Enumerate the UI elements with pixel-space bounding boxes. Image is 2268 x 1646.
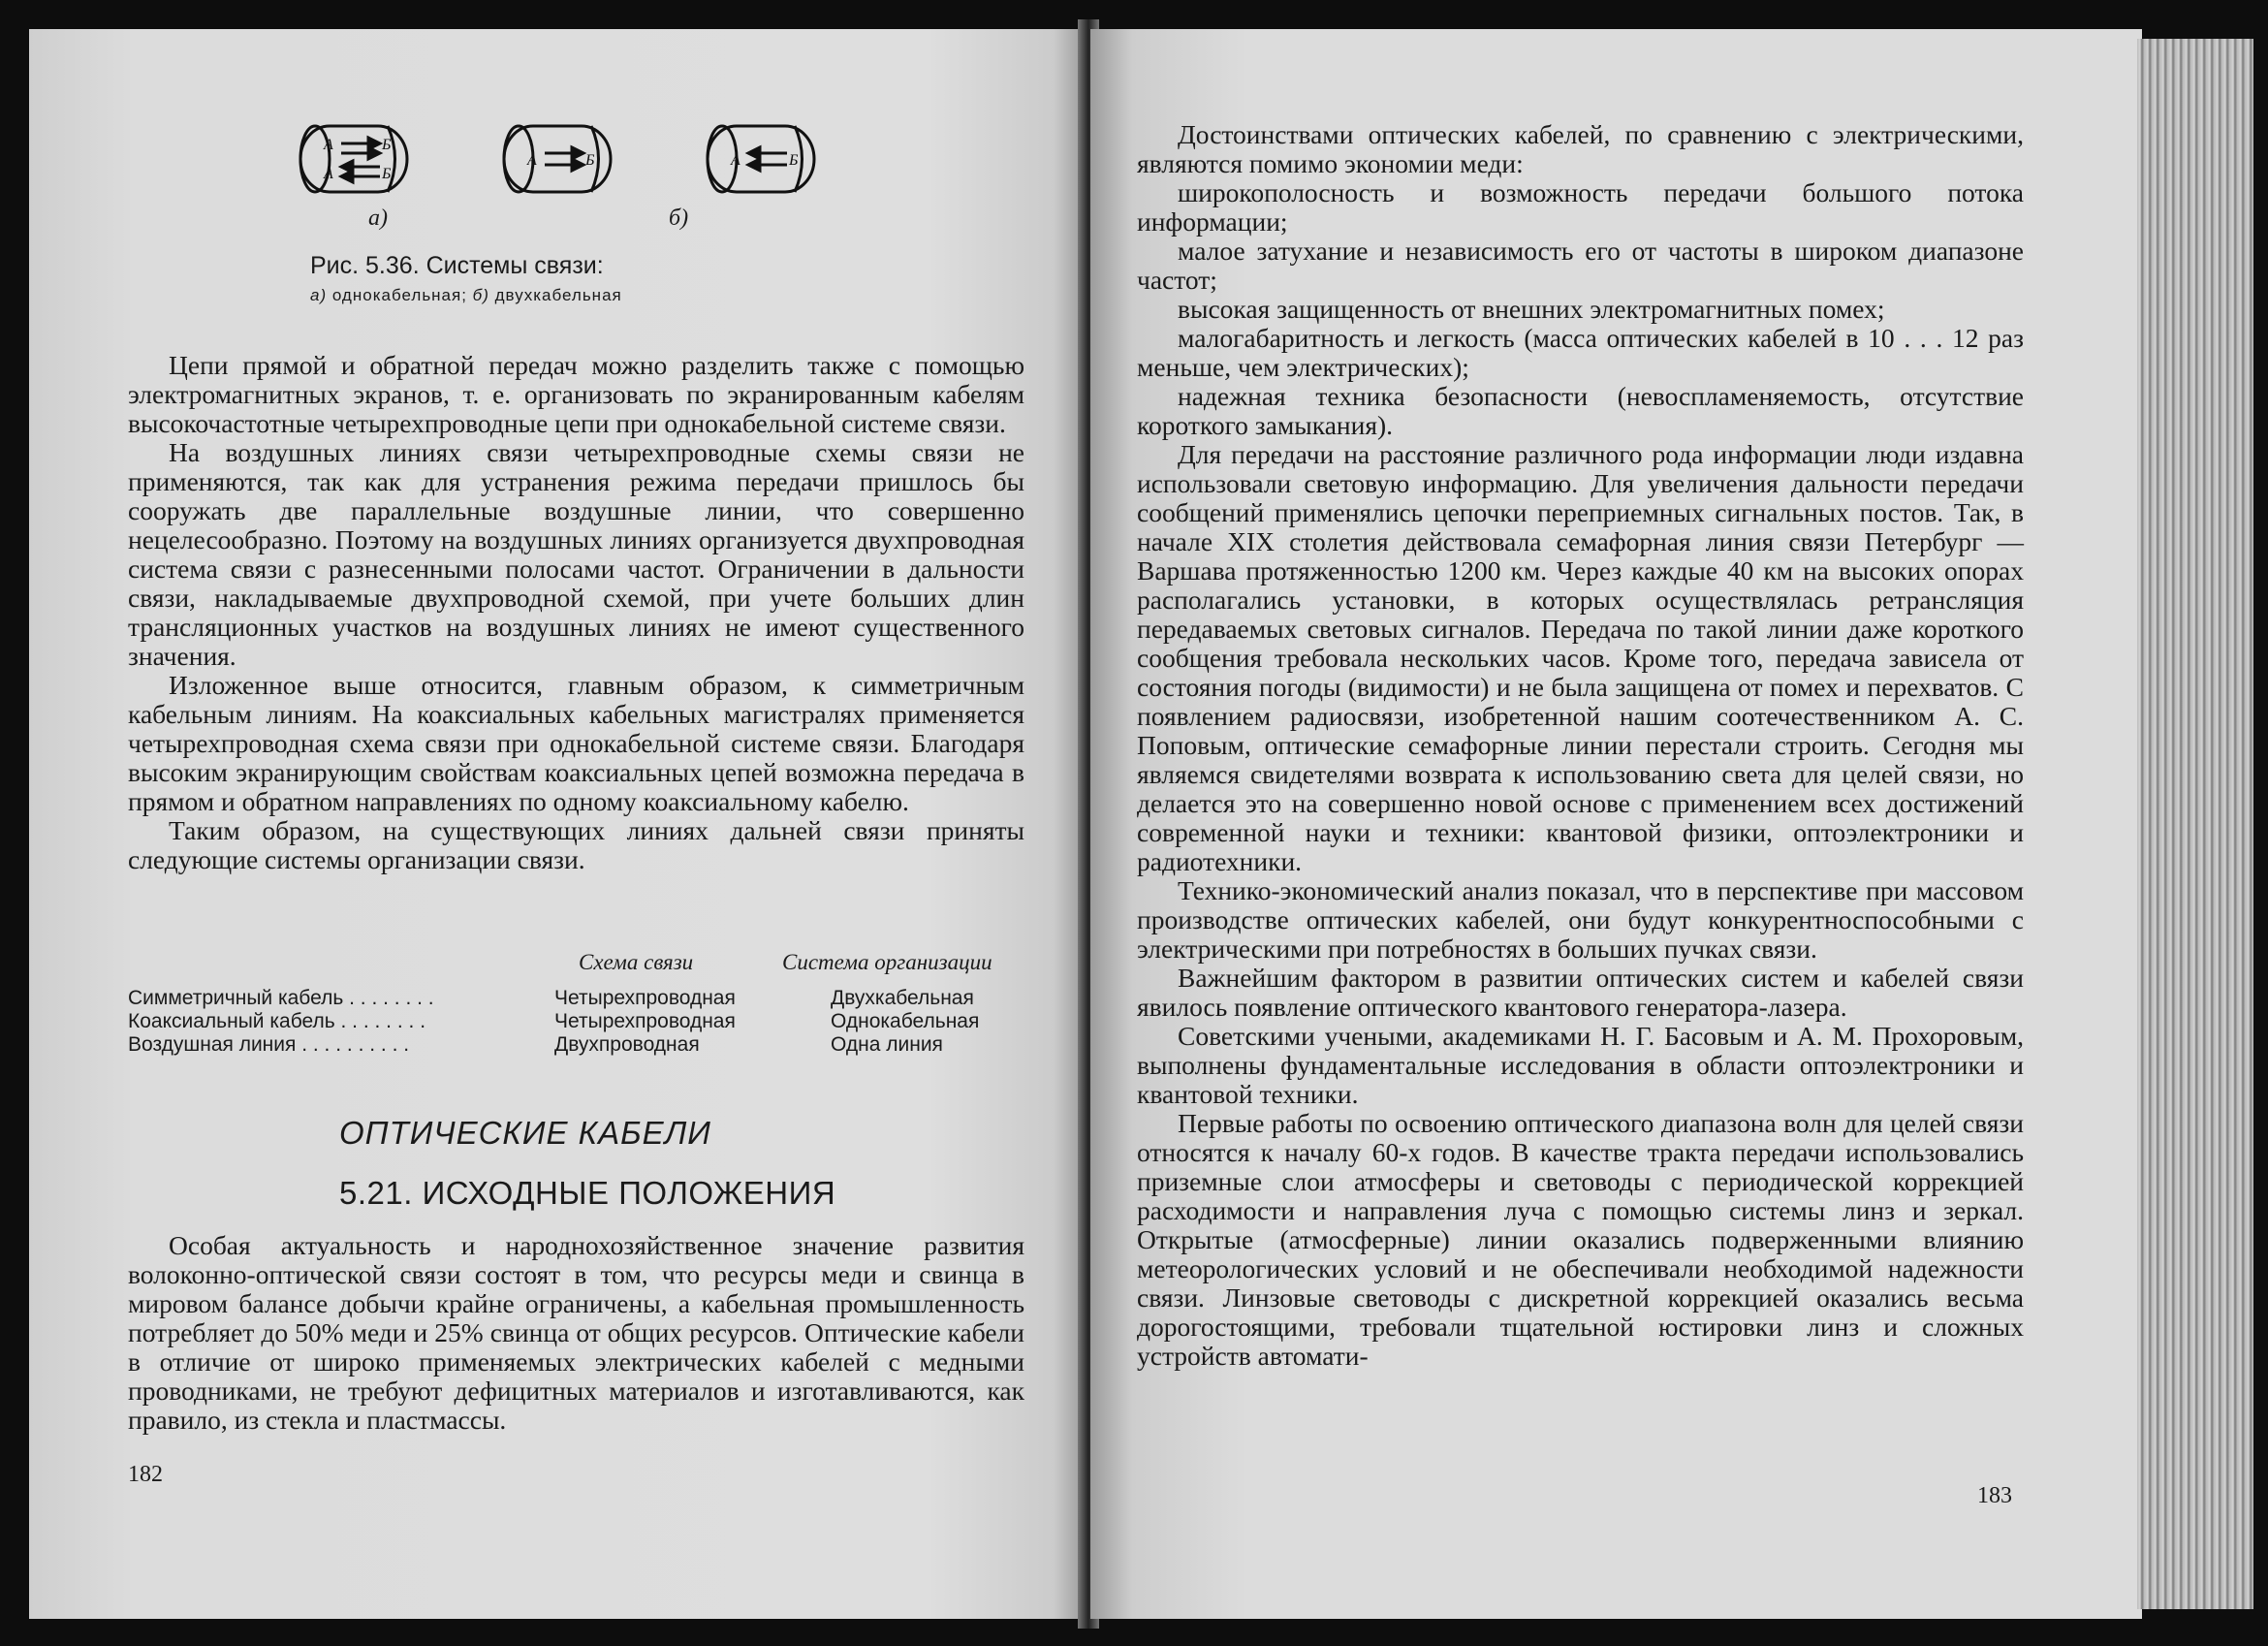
advantage-item: малое затухание и независимость его от частоты в широком диапазоне частот;	[1137, 236, 2024, 295]
svg-text:А: А	[527, 152, 537, 169]
table-row	[128, 987, 1029, 1010]
left-paragraph-2: На воздушных линиях связи четырехпроводные схемы связи не применяются, так как для устранения режима передачи пришлось бы сооружать две параллельные воздушные линии, что совершенно нецелесообразно. Поэтому на воздушных линиях организуется двухпроводная система связи с разнесенными полосами частот. Ограничении в дальности связи, накладываемые двухпроводной схемой, при учете больших длин трансляционных участков на воздушных линиях не имеют существенного значения.	[128, 437, 1024, 671]
figure-label-a: а)	[368, 206, 388, 231]
table-header-scheme: Схема связи	[579, 950, 694, 974]
left-paragraph-final: Особая актуальность и народнохозяйственное значение развития волоконно-оптической связи состоят в том, что ресурсы меди и свинца в мировом балансе добычи крайне ограничены, а кабельная промышленность потребляет до 50% меди и 25% свинца от общих ресурсов. Оптические кабели в отличие от широко применяемых электрических кабелей с медными проводниками, не требуют дефицитных материалов и изготавливаются, как правило, из стекла и пластмассы.	[128, 1230, 1024, 1435]
table-cell-scheme: Четырехпроводная	[554, 987, 736, 1009]
table-cell-scheme: Четырехпроводная	[554, 1010, 736, 1032]
right-paragraph-2: Технико-экономический анализ показал, что в перспективе при массовом производстве оптических кабелей, они будут конкурентноспособными с электрическими при потребностях в больших пучках связи.	[1137, 875, 2024, 964]
page-edges	[2137, 39, 2253, 1609]
figure-caption: Рис. 5.36. Системы связи:	[310, 252, 604, 279]
caption-sub-b: б)	[472, 286, 489, 304]
right-paragraph-3: Важнейшим фактором в развитии оптических систем и кабелей связи явилось появление оптического квантового генератора-лазера.	[1137, 963, 2024, 1022]
svg-text:Б: Б	[585, 152, 595, 169]
figure-5-36	[262, 97, 940, 310]
table-cell-system: Одна линия	[831, 1033, 943, 1056]
communication-systems-diagram	[262, 97, 863, 223]
table-row	[128, 1010, 1029, 1033]
right-paragraph-1: Для передачи на расстояние различного рода информации люди издавна использовали световую информацию. Для увеличения дальности передачи сообщений применялись цепочки переприемных сигнальных постов. Так, в начале XIX столетия действовала семафорная линия связи Петербург — Варшава протяженностью 1200 км. Через каждые 40 км на высоких опорах располагались установки, в которых осуществлялась ретрансляция передаваемых световых сигналов. Передача по такой линии даже короткого сообщения требовала нескольких часов. Кроме того, передача зависела от состояния погоды (видимости) и не была защищена от помех и перехватов. С появлением радиосвязи, изобретенной нашим соотечественником А. С. Поповым, оптические семафорные линии перестали строить. Сегодня мы являемся свидетелями возврата к использованию света для целей связи, но делается это на совершенно новой основе с применением всех достижений современной науки и техники: квантовой физики, оптоэлектроники и радиотехники.	[1137, 439, 2024, 876]
subsection-title: 5.21. ИСХОДНЫЕ ПОЛОЖЕНИЯ	[339, 1175, 836, 1211]
advantage-item: надежная техника безопасности (невоспламеняемость, отсутствие короткого замыкания).	[1137, 381, 2024, 440]
left-paragraph-1: Цепи прямой и обратной передач можно разделить также с помощью электромагнитных экранов, т. е. организовать по экранированным кабелям высокочастотные четырехпроводные цепи при однокабельной системе связи.	[128, 350, 1024, 438]
right-paragraph-5: Первые работы по освоению оптического диапазона волн для целей связи относятся к началу 60-х годов. В качестве тракта передачи использовались приземные слои атмосферы и световоды с периодической коррекцией расходимости и направления луча с помощью системы линз и зеркал. Открытые (атмосферные) линии оказались подверженными влиянию метеорологических условий и не обеспечивали необходимой надежности связи. Линзовые световоды с дискретной коррекцией оказались весьма дорогостоящими, требовали тщательной юстировки линз и сложных устройств автомати-	[1137, 1108, 2024, 1371]
svg-text:А: А	[324, 137, 333, 153]
table-cell-system: Двухкабельная	[831, 987, 974, 1009]
section-title: ОПТИЧЕСКИЕ КАБЕЛИ	[339, 1115, 711, 1151]
table-row	[128, 1033, 1029, 1057]
figure-caption-sub	[310, 286, 622, 305]
table-cell-system: Однокабельная	[831, 1010, 980, 1032]
right-body-text	[1137, 120, 2024, 1371]
left-paragraph-3: Изложенное выше относится, главным образом, к симметричным кабельным линиям. На коаксиальных кабельных магистралях применяется четырехпроводная схема связи при однокабельной системе связи. Благодаря высоким экранирующим свойствам коаксиальных цепей возможна передача в прямом и обратном направлениях по одному коаксиальному кабелю.	[128, 670, 1024, 816]
caption-sub-b-text: двухкабельная	[488, 286, 622, 304]
table-cell-name: Коаксиальный кабель . . . . . . . .	[128, 1010, 426, 1032]
page-number-left: 182	[128, 1462, 163, 1487]
caption-sub-a: а)	[310, 286, 328, 304]
table-cell-name: Воздушная линия . . . . . . . . . .	[128, 1033, 410, 1056]
right-intro: Достоинствами оптических кабелей, по сравнению с электрическими, являются помимо экономии меди:	[1137, 119, 2024, 178]
table-cell-name: Симметричный кабель . . . . . . . .	[128, 987, 434, 1009]
svg-text:А: А	[324, 166, 333, 182]
left-paragraph-4: Таким образом, на существующих линиях дальней связи приняты следующие системы организации связи.	[128, 815, 1024, 874]
caption-sub-a-text: однокабельная;	[327, 286, 473, 304]
table-cell-scheme: Двухпроводная	[554, 1033, 700, 1056]
table-header-system: Система организации	[782, 950, 992, 974]
figure-label-b: б)	[669, 206, 689, 231]
right-paragraph-4: Советскими учеными, академиками Н. Г. Басовым и А. М. Прохоровым, выполнены фундаментальные исследования в области оптоэлектроники и квантовой техники.	[1137, 1021, 2024, 1109]
page-number-right: 183	[1977, 1483, 2012, 1508]
advantage-item: малогабаритность и легкость (масса оптических кабелей в 10 . . . 12 раз меньше, чем электрических);	[1137, 323, 2024, 382]
svg-text:А: А	[731, 152, 740, 169]
advantage-item: широкополосность и возможность передачи большого потока информации;	[1137, 177, 2024, 237]
advantage-item: высокая защищенность от внешних электромагнитных помех;	[1178, 294, 1885, 324]
svg-text:Б: Б	[382, 137, 392, 153]
left-body-text	[128, 351, 1024, 874]
left-final-text	[128, 1231, 1024, 1435]
svg-text:Б: Б	[382, 166, 392, 182]
svg-text:Б: Б	[789, 152, 799, 169]
